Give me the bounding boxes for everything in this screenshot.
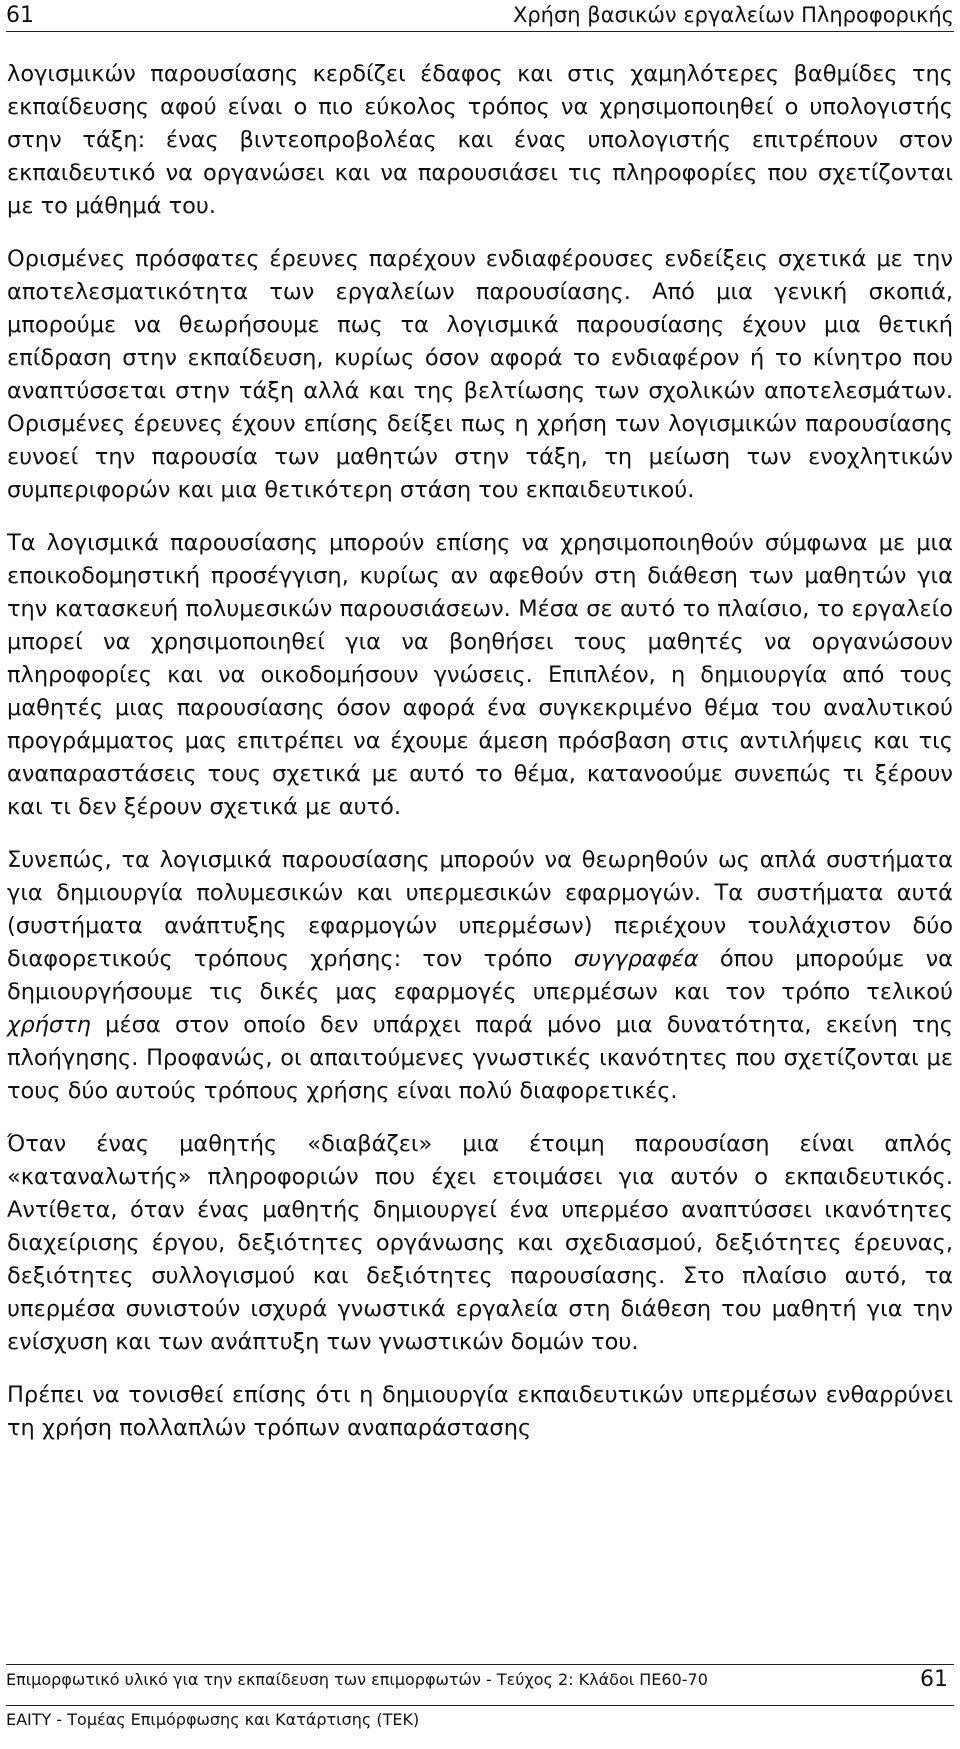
body-text xyxy=(7,58,953,1465)
italic-term-author: συγγραφέα xyxy=(573,946,699,972)
header-page-number: 61 xyxy=(6,3,34,28)
footer-organization: ΕΑΙΤΥ - Τομέας Επιμόρφωσης και Κατάρτισης (ΤΕΚ) xyxy=(6,1710,420,1729)
paragraph: λογισμικών παρουσίασης κερδίζει έδαφος και στις χαμηλότερες βαθμίδες της εκπαίδευσης αφού είναι ο πιο εύκολος τρόπος να χρησιμοποιηθεί ο υπολογιστής στην τάξη: ένας βιντεοπροβολέας και ένας υπολογιστής επιτρέπουν στον εκπαιδευτικό να οργανώσει και να παρουσιάσει τις πληροφορίες που σχετίζονται με το μάθημά του. xyxy=(7,61,953,219)
paragraph-text: Συνεπώς, τα λογισμικά παρουσίασης μπορούν να θεωρηθούν ως απλά συστήματα για δημιουργία πολυμεσικών και υπερμεσικών εφαρμογών. Τα συστήματα αυτά (συστήματα ανάπτυξης εφαρμογών υπερμέσων) περιέχουν τουλάχιστον δύο διαφορετικούς τρόπους χρήσης: τον τρόπο xyxy=(7,847,953,972)
paragraph-text: όπου μπορούμε να δημιουργήσουμε τις δικές μας εφαρμογές υπερμέσων και τον τρόπο τελικού xyxy=(7,946,954,1005)
footer-divider xyxy=(6,1705,954,1706)
footer-divider xyxy=(6,1664,954,1665)
paragraph xyxy=(7,844,953,1108)
header-title: Χρήση βασικών εργαλείων Πληροφορικής xyxy=(512,3,954,27)
page-header xyxy=(6,0,954,32)
paragraph: Όταν ένας μαθητής «διαβάζει» μια έτοιμη παρουσίαση είναι απλός «καταναλωτής» πληροφοριών που έχει ετοιμάσει για αυτόν ο εκπαιδευτικός. Αντίθετα, όταν ένας μαθητής δημιουργεί ένα υπερμέσο αναπτύσσει ικανότητες διαχείρισης έργου, δεξιότητες οργάνωσης και σχεδιασμού, δεξιότητες έρευνας, δεξιότητες συλλογισμού και δεξιότητες παρουσίασης. Στο πλαίσιο αυτό, τα υπερμέσα συνιστούν ισχυρά γνωστικά εργαλεία στη διάθεση του μαθητή για την ενίσχυση και των ανάπτυξη των γνωστικών δομών του. xyxy=(7,1131,953,1355)
footer-page-number: 61 xyxy=(920,1667,948,1692)
italic-term-user: χρήστη xyxy=(7,1012,91,1038)
paragraph-text: μέσα στον οποίο δεν υπάρχει παρά μόνο μια δυνατότητα, εκείνη της πλοήγησης. Προφανώς, οι απαιτούμενες γνωστικές ικανότητες που σχετίζονται με τους δύο αυτούς τρόπους χρήσης είναι πολύ διαφορετικές. xyxy=(7,1012,953,1104)
paragraph: Πρέπει να τονισθεί επίσης ότι η δημιουργία εκπαιδευτικών υπερμέσων ενθαρρύνει τη χρήση πολλαπλών τρόπων αναπαράστασης xyxy=(7,1382,953,1441)
page-footer xyxy=(6,1664,954,1749)
paragraph: Ορισμένες πρόσφατες έρευνες παρέχουν ενδιαφέρουσες ενδείξεις σχετικά με την αποτελεσματικότητα των εργαλείων παρουσίασης. Από μια γενική σκοπιά, μπορούμε να θεωρήσουμε πως τα λογισμικά παρουσίασης έχουν μια θετική επίδραση στην εκπαίδευση, κυρίως όσον αφορά το ενδιαφέρον ή το κίνητρο που αναπτύσσεται στην τάξη αλλά και της βελτίωσης των σχολικών αποτελεσμάτων. Ορισμένες έρευνες έχουν επίσης δείξει πως η χρήση των λογισμικών παρουσίασης ευνοεί την παρουσία των μαθητών στην τάξη, τη μείωση των ενοχλητικών συμπεριφορών και μια θετικότερη στάση του εκπαιδευτικού. xyxy=(7,246,953,503)
paragraph: Τα λογισμικά παρουσίασης μπορούν επίσης να χρησιμοποιηθούν σύμφωνα με μια εποικοδομηστική προσέγγιση, κυρίως αν αφεθούν στη διάθεση των μαθητών για την κατασκευή πολυμεσικών παρουσιάσεων. Μέσα σε αυτό το πλαίσιο, το εργαλείο μπορεί να χρησιμοποιηθεί για να βοηθήσει τους μαθητές να οργανώσουν πληροφορίες και να οικοδομήσουν γνώσεις. Επιπλέον, η δημιουργία από τους μαθητές μιας παρουσίασης όσον αφορά ένα συγκεκριμένο θέμα του αναλυτικού προγράμματος μας επιτρέπει να έχουμε άμεση πρόσβαση στις αντιλήψεις και τις αναπαραστάσεις τους σχετικά με αυτό το θέμα, κατανοούμε συνεπώς τι ξέρουν και τι δεν ξέρουν σχετικά με αυτό. xyxy=(7,530,953,820)
footer-publication: Επιμορφωτικό υλικό για την εκπαίδευση των επιμορφωτών - Τεύχος 2: Κλάδοι ΠΕ60-70 xyxy=(6,1670,708,1689)
